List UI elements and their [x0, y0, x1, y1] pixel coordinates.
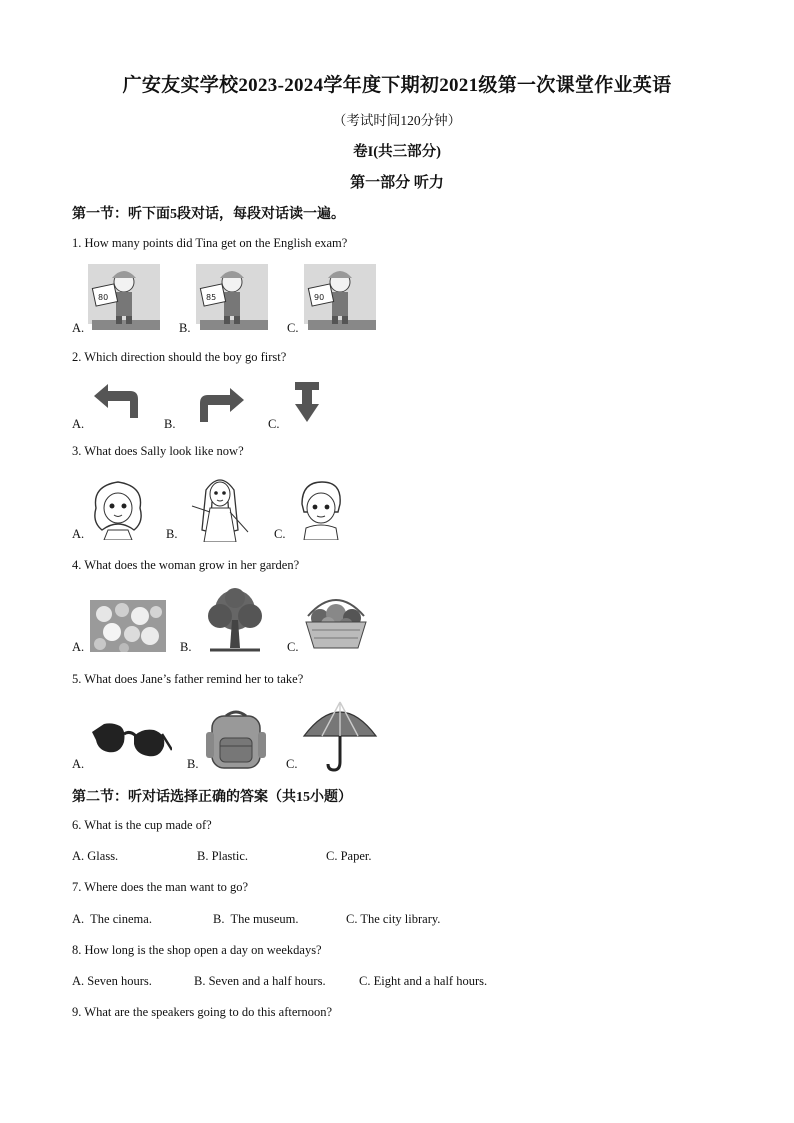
exam-time-note: （考试时间120分钟） — [332, 113, 462, 128]
q1-option-b-label: B. — [179, 321, 191, 335]
girl-with-score-sign-icon — [88, 264, 160, 332]
q7-option-c: C. The city library. — [346, 912, 441, 926]
girl-short-hair-icon — [292, 478, 348, 540]
q6-option-c: C. Paper. — [326, 849, 372, 863]
flowers-icon — [90, 600, 166, 652]
q4-option-b-label: B. — [180, 640, 192, 654]
q1-option-c-label: C. — [287, 321, 299, 335]
q3-option-a-label: A. — [72, 527, 85, 541]
q2-option-b-label: B. — [164, 417, 176, 431]
girl-with-score-sign-icon — [196, 264, 268, 332]
girl-long-hair-icon — [184, 472, 256, 542]
section2-heading: 第二节：听对话选择正确的答案（共15小题） — [72, 790, 352, 805]
q7-option-b: B. The museum. — [213, 912, 299, 926]
q6-option-a: A. Glass. — [72, 849, 119, 863]
volume-heading: 卷I(共三部分) — [353, 144, 441, 160]
q3-option-b-label: B. — [166, 527, 178, 541]
go-straight-arrow-icon — [295, 382, 321, 424]
question-9: 9. What are the speakers going to do this afternoon? — [72, 1005, 333, 1019]
q5-option-c-label: C. — [286, 757, 298, 771]
q4-option-c-label: C. — [287, 640, 299, 654]
page-title: 广安友实学校2023-2024学年度下期初2021级第一次课堂作业英语 — [122, 75, 672, 96]
umbrella-icon — [302, 698, 378, 772]
turn-left-arrow-icon — [94, 384, 142, 418]
q5-option-b-label: B. — [187, 757, 199, 771]
question-5: 5. What does Jane’s father remind her to take? — [72, 672, 304, 686]
fruit-basket-icon — [302, 592, 370, 652]
sunglasses-icon — [90, 720, 172, 762]
q4-option-a-label: A. — [72, 640, 85, 654]
q7-option-a: A. The cinema. — [72, 912, 152, 926]
q3-option-c-label: C. — [274, 527, 286, 541]
q2-option-c-label: C. — [268, 417, 280, 431]
q5-option-a-label: A. — [72, 757, 85, 771]
svg-text:85: 85 — [206, 293, 217, 302]
section1-heading: 第一节：听下面5段对话，每段对话读一遍。 — [72, 207, 345, 222]
q8-option-b: B. Seven and a half hours. — [194, 974, 326, 988]
tree-icon — [202, 588, 268, 654]
q6-option-b: B. Plastic. — [197, 849, 249, 863]
girl-curly-hair-icon — [90, 478, 146, 540]
q8-option-c: C. Eight and a half hours. — [359, 974, 488, 988]
question-2: 2. Which direction should the boy go first? — [72, 350, 287, 364]
backpack-icon — [204, 708, 268, 770]
svg-text:80: 80 — [98, 293, 109, 302]
part-heading: 第一部分 听力 — [350, 175, 444, 191]
q8-option-a: A. Seven hours. — [72, 974, 152, 988]
q1-option-a-label: A. — [72, 321, 85, 335]
question-6: 6. What is the cup made of? — [72, 818, 212, 832]
question-1: 1. How many points did Tina get on the English exam? — [72, 236, 348, 250]
svg-text:90: 90 — [314, 293, 325, 302]
question-4: 4. What does the woman grow in her garden? — [72, 558, 300, 572]
question-8: 8. How long is the shop open a day on weekdays? — [72, 943, 322, 957]
turn-right-arrow-icon — [196, 388, 244, 422]
question-3: 3. What does Sally look like now? — [72, 444, 244, 458]
girl-with-score-sign-icon — [304, 264, 376, 332]
question-7: 7. Where does the man want to go? — [72, 880, 249, 894]
q2-option-a-label: A. — [72, 417, 85, 431]
